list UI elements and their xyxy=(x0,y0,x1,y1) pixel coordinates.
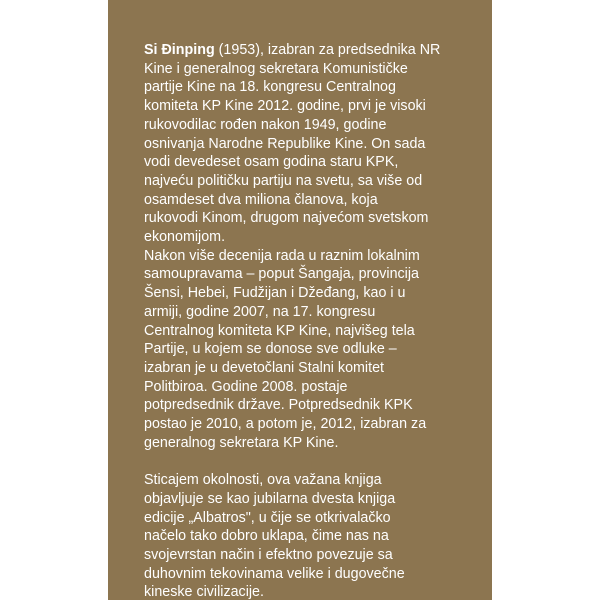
text-line: Partije, u kojem se donose sve odluke – xyxy=(144,341,397,358)
book-cover-back-panel xyxy=(108,0,492,600)
text-line: samoupravama – poput Šangaja, provincija xyxy=(144,266,419,283)
text-line: generalnog sekretara KP Kine. xyxy=(144,434,339,451)
text-line: edicije „Albatros", u čije se otkrivalačko xyxy=(144,509,391,526)
text-line: načelo tako dobro uklapa, čime nas na xyxy=(144,528,389,545)
biography-paragraph xyxy=(144,41,454,452)
text-line: armiji, godine 2007, na 17. kongresu xyxy=(144,303,376,320)
text-line: najveću političku partiju na svetu, sa više od xyxy=(144,172,423,189)
text-line: Šensi, Hebei, Fudžijan i Džeđang, kao i u xyxy=(144,285,406,302)
author-name: Si Đinping xyxy=(144,42,215,58)
text-line: osamdeset dva miliona članova, koja xyxy=(144,191,378,208)
biography-first-line-text: (1953), izabran za predsednika NR xyxy=(214,42,441,58)
text-line: potpredsednik države. Potpredsednik KPK xyxy=(144,397,413,414)
text-line: postao je 2010, a potom je, 2012, izabran za xyxy=(144,416,427,433)
text-line: ekonomijom. xyxy=(144,229,226,246)
text-line: Kine i generalnog sekretara Komunističke xyxy=(144,60,408,77)
edition-note-paragraph xyxy=(144,471,454,602)
text-line: partije Kine na 18. kongresu Centralnog xyxy=(144,79,396,96)
text-line: osnivanja Narodne Republike Kine. On sada xyxy=(144,135,426,152)
text-line: objavljuje se kao jubilarna dvesta knjiga xyxy=(144,490,396,507)
text-line: Politbiroa. Godine 2008. postaje xyxy=(144,378,348,395)
text-line: izabran je u devetočlani Stalni komitet xyxy=(144,359,385,376)
text-line: kineske civilizacije. xyxy=(144,584,264,601)
text-line: svojevrstan način i efektno povezuje sa xyxy=(144,546,393,563)
text-line: komiteta KP Kine 2012. godine, prvi je visoki xyxy=(144,98,426,115)
text-line: Nakon više decenija rada u raznim lokalnim xyxy=(144,247,420,264)
text-line: rukovodi Kinom, drugom najvećom svetskom xyxy=(144,210,429,227)
biography-first-line xyxy=(144,41,454,60)
text-line: duhovnim tekovinama velike i dugovečne xyxy=(144,565,405,582)
text-line: Centralnog komiteta KP Kine, najvišeg tela xyxy=(144,322,415,339)
text-line: Sticajem okolnosti, ova važana knjiga xyxy=(144,472,382,489)
text-line: rukovodilac rođen nakon 1949, godine xyxy=(144,116,387,133)
text-line: vodi devedeset osam godina staru KPK, xyxy=(144,154,399,171)
